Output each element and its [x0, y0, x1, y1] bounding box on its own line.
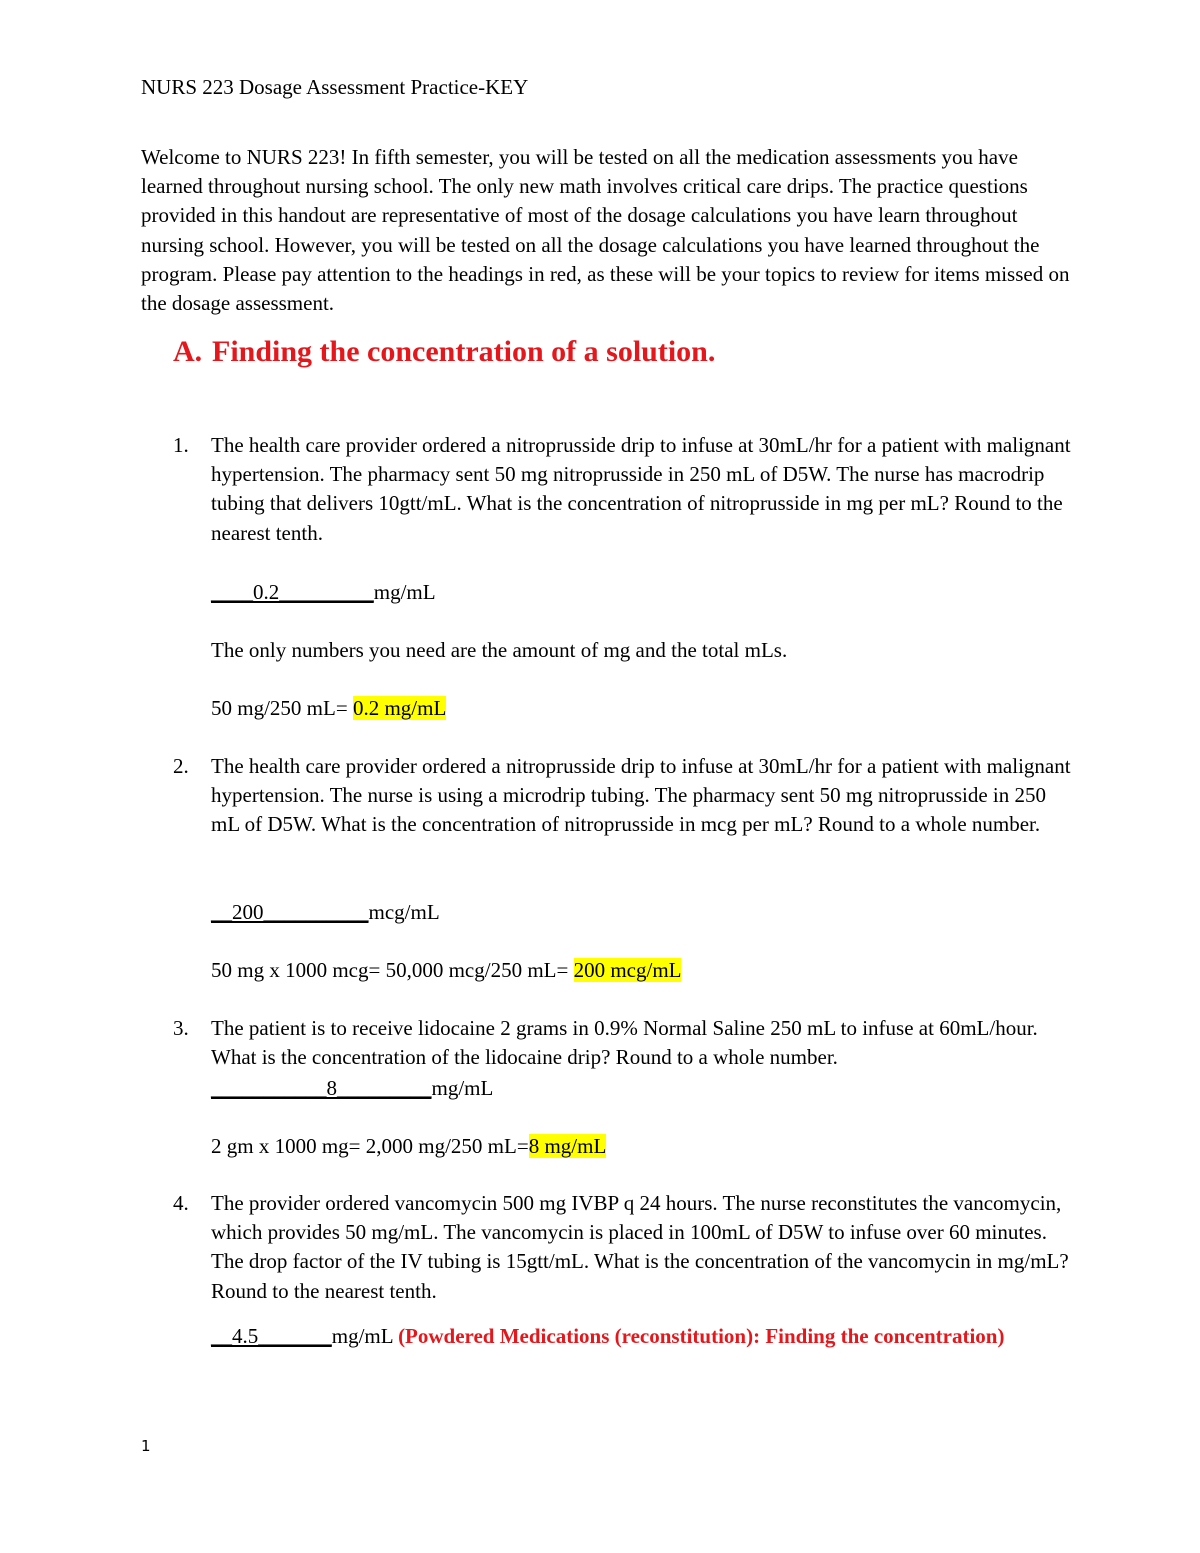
question-text: The health care provider ordered a nitroprusside drip to infuse at 30mL/hr for a patient with malignant hypertension. The pharmacy sent 50 mg nitroprusside in 250 mL of D5W. The nurse has macrodrip tubing that delivers 10gtt/mL. What is the concentration of nitroprusside in mg per mL? Round to the nearest tenth.	[211, 433, 1071, 545]
intro-paragraph: Welcome to NURS 223! In fifth semester, you will be tested on all the medication assessments you have learned throughout nursing school. The only new math involves critical care drips. The practice questions provided in this handout are representative of most of the dosage calculations you have learn throughout nursing school. However, you will be tested on all the dosage calculations you have learned throughout the program. Please pay attention to the headings in red, as these will be your topics to review for items missed on the dosage assessment.	[141, 145, 1070, 316]
answer-unit: mg/mL	[331, 1324, 393, 1348]
answer-line-4	[211, 1322, 1011, 1351]
answer-unit: mg/mL	[431, 1076, 494, 1100]
question-2	[173, 752, 1073, 840]
question-4	[173, 1189, 1073, 1306]
question-text: The provider ordered vancomycin 500 mg IVBP q 24 hours. The nurse reconstitutes the vancomycin, which provides 50 mg/mL. The vancomycin is placed in 100mL of D5W to infuse over 60 minutes. The drop factor of the IV tubing is 15gtt/mL. What is the concentration of the vancomycin in mg/mL? Round to the nearest tenth.	[211, 1191, 1069, 1303]
highlighted-result: 8 mg/mL	[528, 1134, 607, 1158]
work-line-2	[211, 957, 681, 983]
question-3	[173, 1014, 1073, 1072]
work-calculation: 2 gm x 1000 mg= 2,000 mg/250 mL=	[211, 1134, 529, 1158]
question-text: The health care provider ordered a nitroprusside drip to infuse at 30mL/hr for a patient with malignant hypertension. The nurse is using a microdrip tubing. The pharmacy sent 50 mg nitroprusside in 250 mL of D5W. What is the concentration of nitroprusside in mcg per mL? Round to a whole number.	[211, 754, 1071, 837]
topic-review-note: (Powdered Medications (reconstitution): Finding the concentration)	[398, 1324, 1005, 1348]
section-a-title: Finding the concentration of a solution.	[212, 335, 716, 368]
work-calculation: 50 mg/250 mL=	[211, 696, 353, 720]
section-a-heading	[173, 333, 715, 371]
question-number: 4.	[173, 1191, 189, 1215]
question-text: The patient is to receive lidocaine 2 grams in 0.9% Normal Saline 250 mL to infuse at 60mL/hour. What is the concentration of the lidocaine drip? Round to a whole number.	[211, 1016, 1038, 1070]
work-line-1	[211, 695, 446, 721]
work-line-3	[211, 1133, 606, 1159]
answer-blank: __200__________	[211, 900, 369, 924]
answer-line-2	[211, 899, 440, 925]
explanation-note-1: The only numbers you need are the amount of mg and the total mLs.	[211, 638, 788, 662]
document-title: NURS 223 Dosage Assessment Practice-KEY	[141, 75, 529, 99]
page-number: 1	[141, 1437, 151, 1455]
question-number: 1.	[173, 433, 189, 457]
section-a-letter: A.	[173, 335, 203, 368]
answer-line-1	[211, 579, 436, 605]
answer-line-3	[211, 1075, 493, 1101]
question-number: 2.	[173, 754, 189, 778]
highlighted-result: 200 mcg/mL	[573, 958, 682, 982]
work-calculation: 50 mg x 1000 mcg= 50,000 mcg/250 mL=	[211, 958, 574, 982]
question-number: 3.	[173, 1016, 189, 1040]
answer-blank: ____0.2_________	[211, 580, 374, 604]
answer-unit: mcg/mL	[368, 900, 440, 924]
answer-unit: mg/mL	[373, 580, 436, 604]
highlighted-result: 0.2 mg/mL	[352, 696, 447, 720]
question-1	[173, 431, 1073, 548]
answer-blank: ___________8_________	[211, 1076, 432, 1100]
answer-blank: __4.5_______	[211, 1324, 332, 1348]
